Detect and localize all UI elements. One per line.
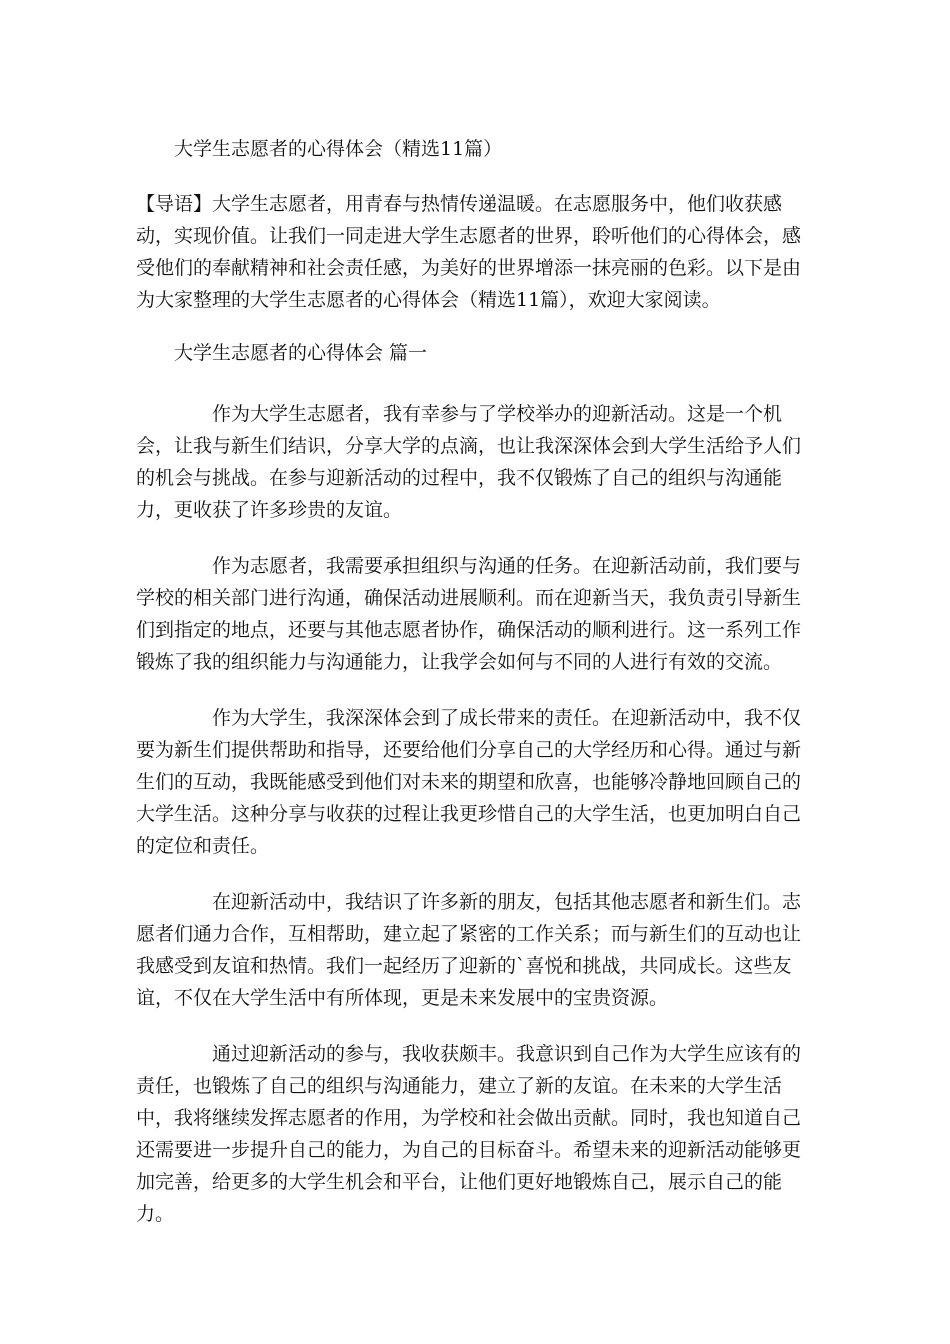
document-title: 大学生志愿者的心得体会（精选11篇） bbox=[174, 138, 503, 160]
body-paragraph-5: 通过迎新活动的参与，我收获颇丰。我意识到自己作为大学生应该有的责任，也锻炼了自己的组织与沟通能力，建立了新的友谊。在未来的大学生活中，我将继续发挥志愿者的作用，为学校和社会做出贡献。同时，我也知道自己还需要进一步提升自己的能力，为自己的目标奋斗。希望未来的迎新活动能够更加完善，给更多的大学生机会和平台，让他们更好地锻炼自己，展示自己的能力。 bbox=[136, 1043, 802, 1225]
section-heading: 大学生志愿者的心得体会 篇一 bbox=[174, 342, 428, 364]
body-paragraph-3: 作为大学生，我深深体会到了成长带来的责任。在迎新活动中，我不仅要为新生们提供帮助和指导，还要给他们分享自己的大学经历和心得。通过与新生们的互动，我既能感受到他们对未来的期望和欣喜，也能够冷静地回顾自己的大学生活。这种分享与收获的过程让我更珍惜自己的大学生活，也更加明白自己的定位和责任。 bbox=[136, 707, 802, 857]
body-paragraph-4: 在迎新活动中，我结识了许多新的朋友，包括其他志愿者和新生们。志愿者们通力合作，互相帮助，建立起了紧密的工作关系；而与新生们的互动也让我感受到友谊和热情。我们一起经历了迎新的`喜悦和挑战，共同成长。这些友谊，不仅在大学生活中有所体现，更是未来发展中的宝贵资源。 bbox=[136, 891, 802, 1009]
body-paragraph-2: 作为志愿者，我需要承担组织与沟通的任务。在迎新活动前，我们要与学校的相关部门进行沟通，确保活动进展顺利。而在迎新当天，我负责引导新生们到指定的地点，还要与其他志愿者协作，确保活动的顺利进行。这一系列工作锻炼了我的组织能力与沟通能力，让我学会如何与不同的人进行有效的交流。 bbox=[136, 555, 802, 673]
body-paragraph-1: 作为大学生志愿者，我有幸参与了学校举办的迎新活动。这是一个机会，让我与新生们结识，分享大学的点滴，也让我深深体会到大学生活给予人们的机会与挑战。在参与迎新活动的过程中，我不仅锻炼了自己的组织与沟通能力，更收获了许多珍贵的友谊。 bbox=[136, 403, 802, 521]
intro-paragraph: 【导语】大学生志愿者，用青春与热情传递温暖。在志愿服务中，他们收获感动，实现价值。让我们一同走进大学生志愿者的世界，聆听他们的心得体会，感受他们的奉献精神和社会责任感，为美好的世界增添一抹亮丽的色彩。以下是由为大家整理的大学生志愿者的心得体会（精选11篇），欢迎大家阅读。 bbox=[136, 193, 802, 311]
